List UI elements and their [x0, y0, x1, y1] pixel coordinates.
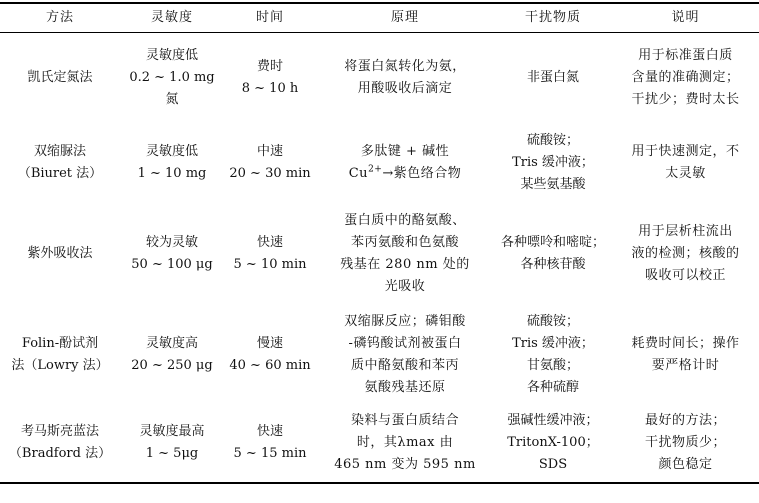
- cell-interference: [494, 305, 612, 405]
- cell-line: 灵敏度最高: [139, 424, 205, 439]
- header-method: 方法: [45, 10, 74, 25]
- cell-line: 最好的方法；: [644, 413, 726, 428]
- cell-line: 各种核苷酸: [520, 256, 586, 272]
- cell-line: 太灵敏: [665, 165, 706, 181]
- cell-line: 含量的准确测定；: [631, 69, 740, 85]
- cell-line: 紫外吸收法: [27, 245, 93, 261]
- cell-method: [0, 305, 120, 405]
- cell-line: 快速: [256, 424, 283, 439]
- cell-line: 苯丙氨酸和色氨酸: [350, 234, 459, 250]
- cell-line: 甘氨酸；: [526, 357, 579, 373]
- cell-line: 465 nm 变为 595 nm: [334, 457, 476, 472]
- cell-line: 0.2 ~ 1.0 mg: [129, 69, 215, 85]
- cell-line: 颜色稳定: [658, 457, 713, 472]
- cell-note: [612, 33, 759, 123]
- header-interference: 干扰物质: [524, 10, 581, 25]
- header-sensitivity: 灵敏度: [150, 10, 193, 25]
- cell-line: 灵敏度低: [145, 47, 198, 63]
- cell-line: 1 ~ 10 mg: [137, 165, 207, 181]
- cell-sensitivity: [120, 33, 224, 123]
- cell-line: 光吸收: [384, 278, 426, 294]
- table-row: [0, 123, 759, 203]
- reaction-product: →紫色络合物: [382, 165, 462, 181]
- cell-line: 强碱性缓冲液；: [507, 413, 599, 428]
- cell-line: 1 ~ 5μg: [145, 446, 199, 461]
- cell-line: 硫酸铵；: [526, 132, 579, 148]
- cell-line: 双缩脲法: [33, 143, 86, 159]
- cell-line: 20 ~ 250 μg: [131, 357, 213, 373]
- cell-line: 灵敏度高: [145, 335, 198, 351]
- cell-method: [0, 203, 120, 305]
- header-principle: 原理: [390, 10, 419, 25]
- cell-principle: [316, 305, 494, 405]
- copper-charge: 2+: [368, 164, 383, 175]
- cell-interference: [494, 405, 612, 483]
- cell-line: （Biuret 法）: [17, 165, 103, 181]
- cell-line: 吸收可以校正: [644, 267, 726, 283]
- cell-line: 硫酸铵；: [526, 313, 579, 329]
- cell-line: 多肽键 + 碱性: [360, 143, 450, 159]
- table-row: [0, 33, 759, 123]
- table-row: [0, 405, 759, 483]
- cell-line: -磷钨酸试剂被蛋白: [348, 335, 462, 351]
- cell-line: 50 ~ 100 μg: [131, 256, 213, 272]
- cell-method: [0, 123, 120, 203]
- cell-principle: [316, 33, 494, 123]
- cell-line: 考马斯亮蓝法: [20, 424, 99, 439]
- header-row: [0, 3, 759, 33]
- cell-line: 氨酸残基还原: [364, 379, 446, 395]
- cell-line: [319, 163, 491, 185]
- cell-line: 干扰少；费时太长: [631, 91, 740, 107]
- cell-line: 20 ~ 30 min: [229, 165, 311, 181]
- cell-interference: [494, 33, 612, 123]
- cell-line: 灵敏度低: [145, 143, 198, 159]
- table-row: [0, 203, 759, 305]
- cell-note: [612, 305, 759, 405]
- cell-line: 时，其λmax 由: [356, 435, 454, 450]
- cell-line: 用于层析柱流出: [638, 223, 733, 239]
- cell-line: 蛋白质中的酪氨酸、: [344, 212, 466, 228]
- cell-line: 质中酪氨酸和苯丙: [350, 357, 459, 373]
- cell-time: [224, 33, 316, 123]
- cell-line: 中速: [256, 143, 283, 159]
- cell-time: [224, 405, 316, 483]
- cell-line: 用于快速测定，不: [631, 143, 740, 159]
- cell-line: Tris 缓冲液；: [512, 154, 594, 170]
- cell-line: 40 ~ 60 min: [229, 357, 311, 373]
- cell-line: 双缩脲反应；磷钼酸: [344, 313, 466, 329]
- protein-assay-comparison-table: [0, 2, 759, 484]
- cell-line: 要严格计时: [651, 357, 720, 373]
- cell-line: 8 ~ 10 h: [241, 80, 299, 96]
- cell-line: 较为灵敏: [145, 234, 198, 250]
- cell-note: [612, 203, 759, 305]
- cell-principle: [316, 203, 494, 305]
- table-header: [0, 3, 759, 33]
- cell-line: 各种硫醇: [526, 379, 579, 395]
- cell-time: [224, 123, 316, 203]
- cell-line: Folin-酚试剂: [21, 335, 99, 351]
- cell-sensitivity: [120, 405, 224, 483]
- cell-line: 残基在 280 nm 处的: [340, 256, 470, 272]
- cell-line: 凯氏定氮法: [27, 69, 93, 85]
- cell-line: 耗费时间长；操作: [631, 335, 740, 351]
- cell-line: 费时: [256, 58, 283, 74]
- cell-time: [224, 203, 316, 305]
- cell-method: [0, 405, 120, 483]
- cell-note: [612, 405, 759, 483]
- cell-time: [224, 305, 316, 405]
- cell-line: 染料与蛋白质结合: [350, 413, 459, 428]
- header-note: 说明: [671, 10, 700, 25]
- cell-principle: [316, 123, 494, 203]
- table-row: [0, 305, 759, 405]
- cell-line: 液的检测；核酸的: [631, 245, 740, 261]
- cell-line: 非蛋白氮: [526, 69, 579, 85]
- cell-principle: [316, 405, 494, 483]
- copper-ion: Cu: [348, 165, 369, 181]
- cell-line: 5 ~ 15 min: [233, 446, 307, 461]
- cell-line: 各种嘌呤和嘧啶；: [500, 234, 605, 250]
- cell-line: （Bradford 法）: [8, 446, 112, 461]
- cell-line: 用酸吸收后滴定: [357, 80, 453, 96]
- cell-line: 法（Lowry 法）: [11, 357, 109, 373]
- header-time: 时间: [255, 10, 284, 25]
- table-body: [0, 33, 759, 483]
- cell-sensitivity: [120, 305, 224, 405]
- cell-interference: [494, 123, 612, 203]
- cell-line: 5 ~ 10 min: [233, 256, 307, 272]
- cell-method: [0, 33, 120, 123]
- cell-line: 将蛋白氮转化为氨，: [344, 58, 466, 74]
- cell-line: 某些氨基酸: [520, 176, 586, 192]
- cell-line: 快速: [256, 234, 283, 250]
- cell-interference: [494, 203, 612, 305]
- cell-line: 氮: [165, 91, 179, 107]
- cell-line: TritonX-100；: [507, 435, 599, 450]
- cell-line: Tris 缓冲液；: [512, 335, 594, 351]
- cell-sensitivity: [120, 123, 224, 203]
- cell-line: 慢速: [256, 335, 283, 351]
- cell-sensitivity: [120, 203, 224, 305]
- cell-line: 干扰物质少；: [644, 435, 726, 450]
- cell-line: SDS: [538, 457, 568, 472]
- cell-note: [612, 123, 759, 203]
- cell-line: 用于标准蛋白质: [638, 47, 733, 63]
